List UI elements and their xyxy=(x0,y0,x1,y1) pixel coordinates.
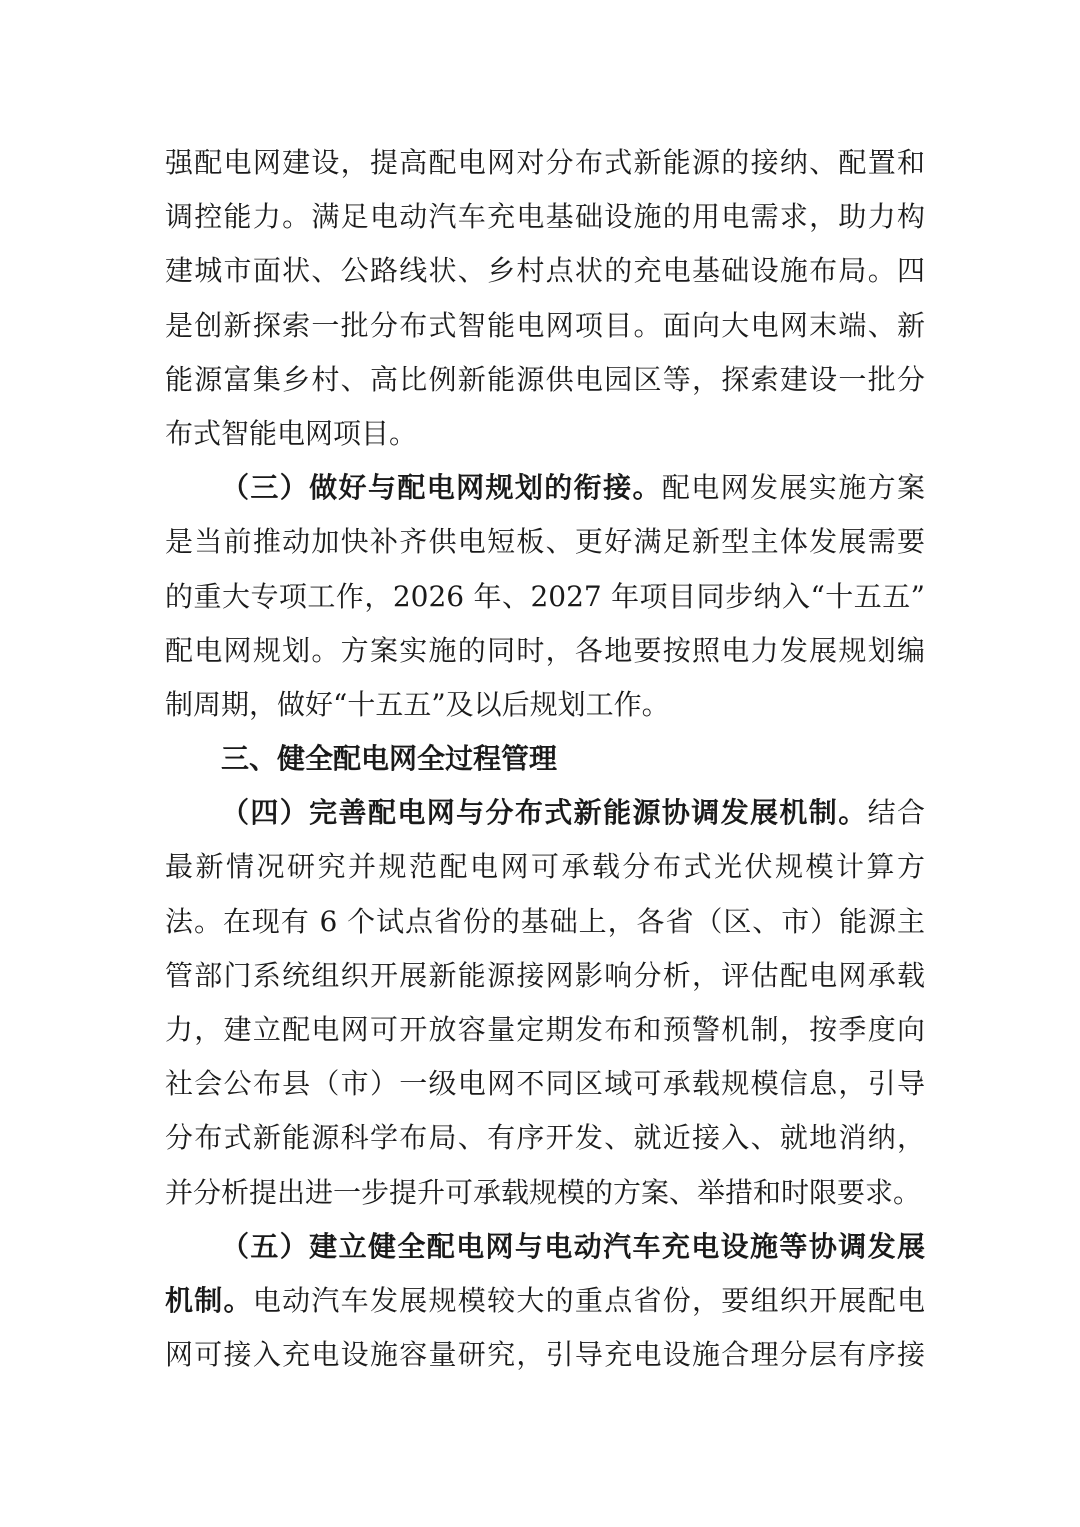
text-line: 并分析提出进一步提升可承载规模的方案、举措和时限要求。 xyxy=(165,1175,922,1209)
text-line: 的重大专项工作，2026 年、2027 年项目同步纳入“十五五” xyxy=(165,579,925,613)
text-line: 法。在现有 6 个试点省份的基础上，各省（区、市）能源主 xyxy=(165,904,925,938)
text-run: 电动汽车发展规模较大的重点省份，要组织开展配电 xyxy=(252,1283,925,1317)
text-line: 建城市面状、公路线状、乡村点状的充电基础设施布局。四 xyxy=(165,254,925,288)
text-line: 制周期，做好“十五五”及以后规划工作。 xyxy=(165,687,670,721)
text-line xyxy=(165,1274,925,1328)
text-line: 社会公布县（市）一级电网不同区域可承载规模信息，引导 xyxy=(165,1067,925,1101)
paragraph-lead: （四）完善配电网与分布式新能源协调发展机制。 xyxy=(221,796,868,830)
text-line: 最新情况研究并规范配电网可承载分布式光伏规模计算方 xyxy=(165,850,925,884)
text-line: 是创新探索一批分布式智能电网项目。面向大电网末端、新 xyxy=(165,308,925,342)
text-line: 力，建立配电网可开放容量定期发布和预警机制，按季度向 xyxy=(165,1013,925,1046)
text-line: 配电网规划。方案实施的同时，各地要按照电力发展规划编 xyxy=(165,633,925,667)
text-line xyxy=(165,786,925,840)
text-line: 调控能力。满足电动汽车充电基础设施的用电需求，助力构 xyxy=(165,200,925,234)
text-run: 配电网发展实施方案 xyxy=(661,471,925,505)
paragraph-4 xyxy=(165,1220,925,1383)
text-line: 网可接入充电设施容量研究，引导充电设施合理分层有序接 xyxy=(165,1338,925,1372)
paragraph-1 xyxy=(165,136,925,461)
section-heading: 三、健全配电网全过程管理 xyxy=(221,742,558,776)
text-line: 是当前推动加快补齐供电短板、更好满足新型主体发展需要 xyxy=(165,525,925,559)
text-line: 管部门系统组织开展新能源接网影响分析，评估配电网承载 xyxy=(165,958,925,992)
paragraph-lead: （五）建立健全配电网与电动汽车充电设施等协调发展 xyxy=(221,1229,925,1263)
text-line: 分布式新能源科学布局、有序开发、就近接入、就地消纳， xyxy=(165,1121,925,1155)
paragraph-lead: （三）做好与配电网规划的衔接。 xyxy=(221,471,662,505)
paragraph-lead: 机制。 xyxy=(165,1283,253,1317)
text-run: 结合 xyxy=(867,796,925,830)
text-line xyxy=(165,461,925,515)
paragraph-3 xyxy=(165,786,925,1220)
paragraph-2 xyxy=(165,461,925,732)
text-line: 能源富集乡村、高比例新能源供电园区等，探索建设一批分 xyxy=(165,362,925,396)
document-page xyxy=(165,136,925,1382)
text-line: 布式智能电网项目。 xyxy=(165,416,418,450)
text-line: 强配电网建设，提高配电网对分布式新能源的接纳、配置和 xyxy=(165,146,925,179)
